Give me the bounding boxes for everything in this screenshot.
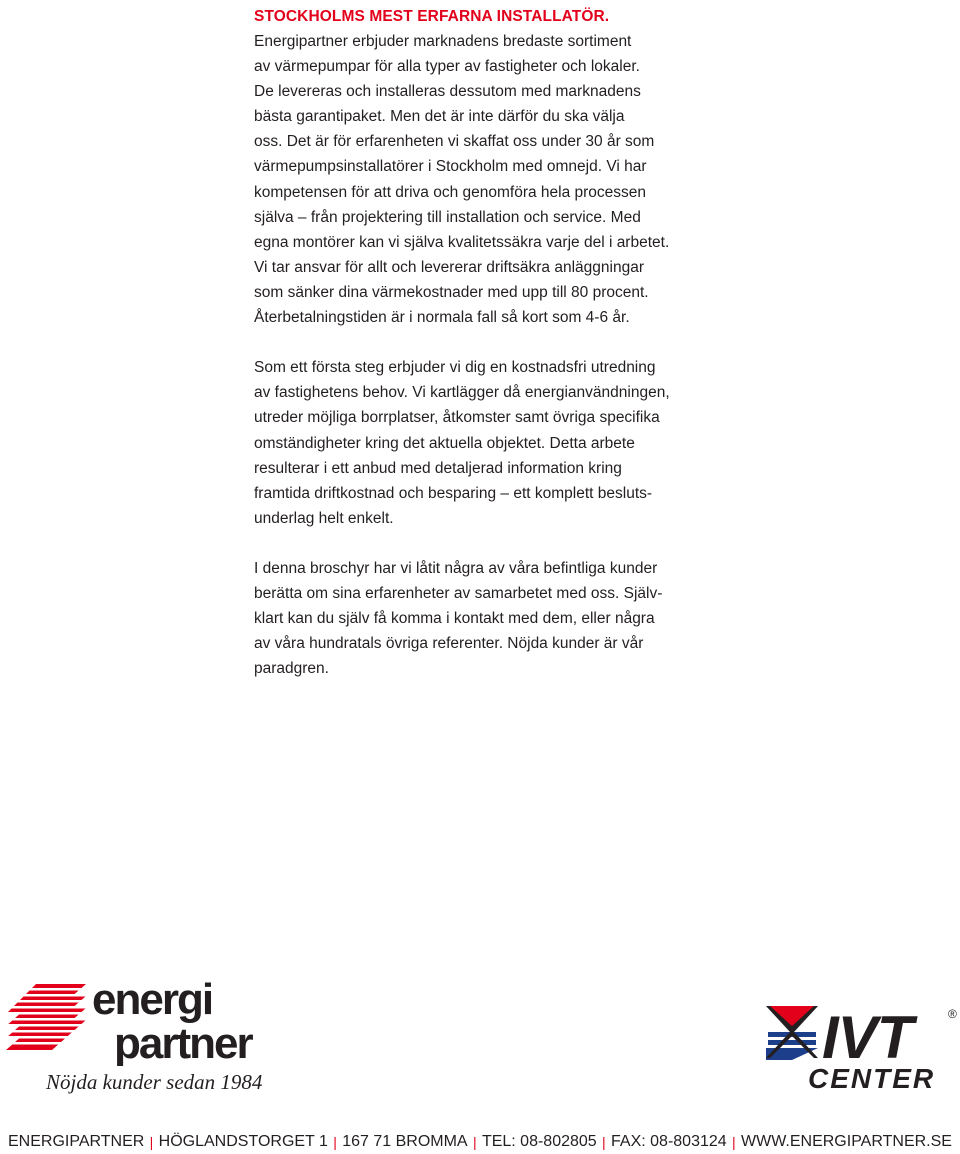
stripes-mark	[6, 984, 86, 1050]
footer-separator: |	[732, 1134, 736, 1150]
body-text	[254, 4, 714, 681]
text-line: underlag helt enkelt.	[254, 509, 394, 527]
text-line: utreder möjliga borrplatser, åtkomster samt övriga specifika	[254, 409, 660, 427]
paragraph-2	[254, 355, 714, 531]
footer-company: ENERGIPARTNER	[8, 1133, 145, 1150]
text-line: av fastighetens behov. Vi kartlägger då energianvändningen,	[254, 384, 670, 402]
text-line: I denna broschyr har vi låtit några av våra befintliga kunder	[254, 559, 658, 577]
ivt-flag-icon	[766, 1006, 818, 1060]
footer-separator: |	[333, 1134, 337, 1150]
footer-postal: 167 71 BROMMA	[342, 1133, 468, 1150]
footer-separator: |	[149, 1134, 154, 1150]
text-line: Återbetalningstiden är i normala fall så kort som 4-6 år.	[254, 309, 630, 327]
registered-mark: ®	[948, 1007, 957, 1021]
text-line: Energipartner erbjuder marknadens bredaste sortiment	[254, 33, 632, 50]
footer-phone: TEL: 08-802805	[481, 1133, 597, 1150]
text-line: av våra hundratals övriga referenter. Nöjda kunder är vår	[254, 635, 644, 653]
energipartner-logo	[6, 974, 306, 1066]
logo-tagline: Nöjda kunder sedan 1984	[46, 1070, 263, 1094]
paragraph-1	[254, 29, 714, 330]
text-line: omständigheter kring det aktuella objektet. Detta arbete	[254, 434, 635, 452]
logo-text-energi: energi	[92, 975, 213, 1024]
logo-text-partner: partner	[114, 1019, 252, 1066]
ivt-wordmark: IVT	[822, 1004, 913, 1071]
text-line: värmepumpsinstallatörer i Stockholm med omnejd. Vi har	[254, 158, 647, 176]
text-line: framtida driftkostnad och besparing – ett komplett besluts-	[254, 484, 653, 502]
text-line: berätta om sina erfarenheter av samarbetet med oss. Själv-	[254, 585, 663, 603]
text-line: kompetensen för att driva och genomföra hela processen	[254, 183, 647, 201]
section-heading: STOCKHOLMS MEST ERFARNA INSTALLATÖR.	[254, 8, 610, 25]
footer-website: WWW.ENERGIPARTNER.SE	[740, 1133, 952, 1150]
text-line: Vi tar ansvar för allt och levererar driftsäkra anläggningar	[254, 258, 644, 276]
paragraph-3	[254, 556, 714, 681]
text-line: klart kan du själv få komma i kontakt med dem, eller några	[254, 610, 655, 628]
text-line: paradgren.	[254, 660, 329, 678]
text-line: Som ett första steg erbjuder vi dig en kostnadsfri utredning	[254, 359, 656, 377]
contact-footer	[8, 1133, 952, 1151]
text-line: som sänker dina värmekostnader med upp till 80 procent.	[254, 283, 649, 301]
text-line: De levereras och installeras dessutom med marknadens	[254, 83, 641, 101]
footer-separator: |	[602, 1134, 606, 1150]
footer-fax: FAX: 08-803124	[611, 1133, 727, 1150]
ivt-center-logo	[762, 1004, 960, 1094]
text-line: egna montörer kan vi själva kvalitetssäkra varje del i arbetet.	[254, 233, 670, 251]
ivt-subtitle: CENTER	[808, 1063, 936, 1094]
footer-address: HÖGLANDSTORGET 1	[158, 1133, 328, 1150]
text-line: oss. Det är för erfarenheten vi skaffat oss under 30 år som	[254, 133, 655, 151]
text-line: resulterar i ett anbud med detaljerad information kring	[254, 459, 622, 477]
footer-separator: |	[472, 1134, 477, 1150]
text-line: av värmepumpar för alla typer av fastigheter och lokaler.	[254, 58, 640, 76]
text-line: bästa garantipaket. Men det är inte därför du ska välja	[254, 108, 625, 126]
text-line: själva – från projektering till installation och service. Med	[254, 208, 641, 226]
